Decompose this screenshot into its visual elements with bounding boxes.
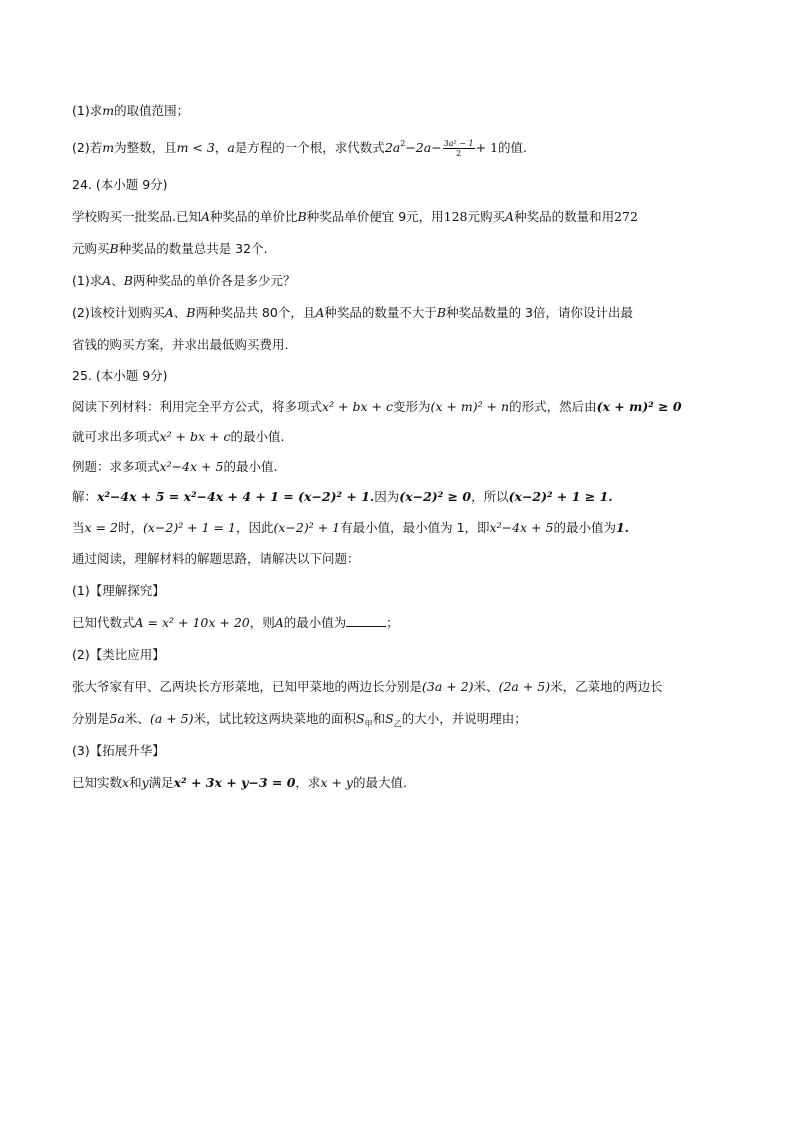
text: 就可求出多项式 — [72, 429, 160, 444]
text: 为整数，且 — [114, 140, 177, 155]
text: ，因此 — [235, 520, 274, 535]
math: m < 3 — [176, 140, 215, 155]
math: x²−4x + 5 — [489, 520, 554, 535]
number: 128 — [443, 209, 468, 224]
math: (x−2)² ≥ 0 — [399, 489, 472, 504]
math: A — [315, 305, 325, 320]
text: 分别是 — [72, 711, 110, 726]
math: 1. — [615, 520, 630, 535]
math: B — [109, 241, 119, 256]
text: 元购买 — [467, 209, 506, 224]
math: (x−2)² + 1 ≥ 1. — [508, 489, 613, 504]
math: S — [385, 711, 394, 726]
q24-stem-line2 — [72, 240, 268, 258]
q24-part1 — [72, 272, 295, 290]
q25-sub1-title: (1)【理解探究】 — [72, 583, 165, 598]
text: ； — [386, 615, 399, 630]
text: 因为 — [374, 489, 400, 504]
math: m — [102, 103, 115, 118]
text: 阅读下列材料：利用完全平方公式，将多项式 — [72, 399, 323, 414]
math: x² + bx + c — [159, 429, 231, 444]
text: 种奖品的数量和用 — [514, 209, 615, 224]
text: 的大小，并说明理由； — [401, 711, 527, 726]
q24-stem-line1 — [72, 208, 638, 226]
math: S — [356, 711, 365, 726]
math: 2a — [384, 140, 401, 155]
text: 米，乙菜地的两边长 — [550, 679, 663, 694]
text: 、 — [111, 273, 124, 288]
text: 的最小值为 — [283, 615, 347, 630]
text: 米，试比较这两块菜地的面积 — [193, 711, 357, 726]
fraction — [443, 139, 475, 158]
text: ，求 — [295, 775, 321, 790]
q25-through: 通过阅读，理解材料的解题思路，请解决以下问题： — [72, 551, 360, 566]
text: 和 — [372, 711, 386, 726]
text: 的最小值. — [223, 459, 278, 474]
text: 是方程的一个根，求代数式 — [234, 140, 385, 155]
exponent: 2 — [400, 138, 406, 148]
text: 满足 — [148, 775, 174, 790]
q25-sub2-line1 — [72, 678, 663, 696]
subscript: 甲 — [364, 719, 373, 729]
math: (x−2)² + 1 — [273, 520, 341, 535]
text: 变形为 — [392, 399, 431, 414]
q25-heading: 25. (本小题 9分) — [72, 368, 168, 383]
text: (2)该校计划购买 — [72, 305, 165, 320]
text: (2)若 — [72, 140, 103, 155]
text: 元购买 — [72, 241, 110, 256]
math: B — [123, 273, 133, 288]
text: 和 — [129, 775, 142, 790]
math: x² + bx + c — [322, 399, 393, 414]
math: x² + 3x + y−3 = 0 — [173, 775, 296, 790]
q25-when — [72, 519, 629, 537]
math: A — [274, 615, 284, 630]
math: (3a + 2) — [422, 679, 474, 694]
q24-part2-line2: 省钱的购买方案，并求出最低购买费用. — [72, 337, 289, 352]
text: 种奖品的数量总共是 32个. — [118, 241, 268, 256]
q25-example — [72, 458, 277, 476]
text: 已知代数式 — [72, 615, 135, 630]
math: 5a — [109, 711, 125, 726]
q24-heading: 24. (本小题 9分) — [72, 177, 168, 192]
text: 的值. — [498, 140, 528, 155]
text: 的最大值. — [352, 775, 407, 790]
text: 已知实数 — [72, 775, 123, 790]
text: 的最小值为 — [553, 520, 616, 535]
text: 两种奖品的单价各是多少元？ — [132, 273, 296, 288]
text: ， — [214, 140, 228, 155]
math: x = 2 — [84, 520, 118, 535]
number: 272 — [614, 209, 638, 224]
math: A — [102, 273, 112, 288]
math: x²−4x + 5 — [159, 459, 224, 474]
q23-part1 — [72, 102, 189, 120]
text: 例题：求多项式 — [72, 459, 160, 474]
math: B — [297, 209, 307, 224]
math: A — [200, 209, 211, 224]
text: 的形式，然后由 — [509, 399, 597, 414]
q25-sub3-title: (3)【拓展升华】 — [72, 743, 165, 758]
math: a — [227, 140, 235, 155]
text: 学校购买一批奖品.已知 — [72, 209, 201, 224]
text: 的最小值. — [230, 429, 285, 444]
text: 时， — [117, 520, 143, 535]
answer-blank[interactable] — [346, 614, 386, 627]
text: 解： — [72, 489, 98, 504]
math: m — [102, 140, 115, 155]
text: 种奖品的数量不大于 — [324, 305, 437, 320]
text: ，则 — [249, 615, 275, 630]
math: −2a− — [405, 140, 442, 155]
text: ，所以 — [471, 489, 509, 504]
subscript: 乙 — [393, 719, 402, 729]
q23-part2 — [72, 139, 527, 158]
math: + 1 — [475, 140, 499, 155]
math: A — [505, 209, 515, 224]
text: 有最小值，最小值为 1，即 — [340, 520, 490, 535]
q25-sub2-title: (2)【类比应用】 — [72, 647, 165, 662]
text: 当 — [72, 520, 85, 535]
q25-sub3-body — [72, 774, 407, 792]
math: (x−2)² + 1 = 1 — [142, 520, 236, 535]
q24-part2-line1 — [72, 304, 633, 322]
text: 米、 — [473, 679, 499, 694]
text: 种奖品的单价比 — [210, 209, 298, 224]
math: x²−4x + 5 = x²−4x + 4 + 1 = (x−2)² + 1. — [97, 489, 375, 504]
text: 两种奖品共 80个，且 — [195, 305, 316, 320]
math: y — [141, 775, 149, 790]
q25-solution — [72, 488, 613, 506]
math: B — [186, 305, 196, 320]
text: (1)求 — [72, 273, 103, 288]
math: (x + m)² + n — [430, 399, 510, 414]
text: 种奖品单价便宜 9元，用 — [306, 209, 444, 224]
text: (1)求 — [72, 103, 103, 118]
math: x — [122, 775, 130, 790]
q25-intro-line2 — [72, 428, 284, 446]
math: (x + m)² ≥ 0 — [596, 399, 682, 414]
text: 的取值范围； — [114, 103, 190, 118]
q25-sub2-line2 — [72, 710, 527, 728]
text: 、 — [173, 305, 187, 320]
math: x + y — [320, 775, 353, 790]
text: 米、 — [124, 711, 150, 726]
text: 种奖品数量的 3倍，请你设计出最 — [446, 305, 634, 320]
q25-sub1-body — [72, 614, 399, 632]
math: (a + 5) — [149, 711, 194, 726]
q25-intro-line1 — [72, 398, 682, 416]
text: 张大爷家有甲、乙两块长方形菜地，已知甲菜地的两边长分别是 — [72, 679, 423, 694]
math: B — [436, 305, 447, 320]
math: A — [164, 305, 174, 320]
math: A = x² + 10x + 20 — [134, 615, 250, 630]
fraction-denominator: 2 — [456, 149, 462, 158]
math: (2a + 5) — [498, 679, 551, 694]
fraction-numerator: 3a² − 1 — [443, 139, 474, 148]
